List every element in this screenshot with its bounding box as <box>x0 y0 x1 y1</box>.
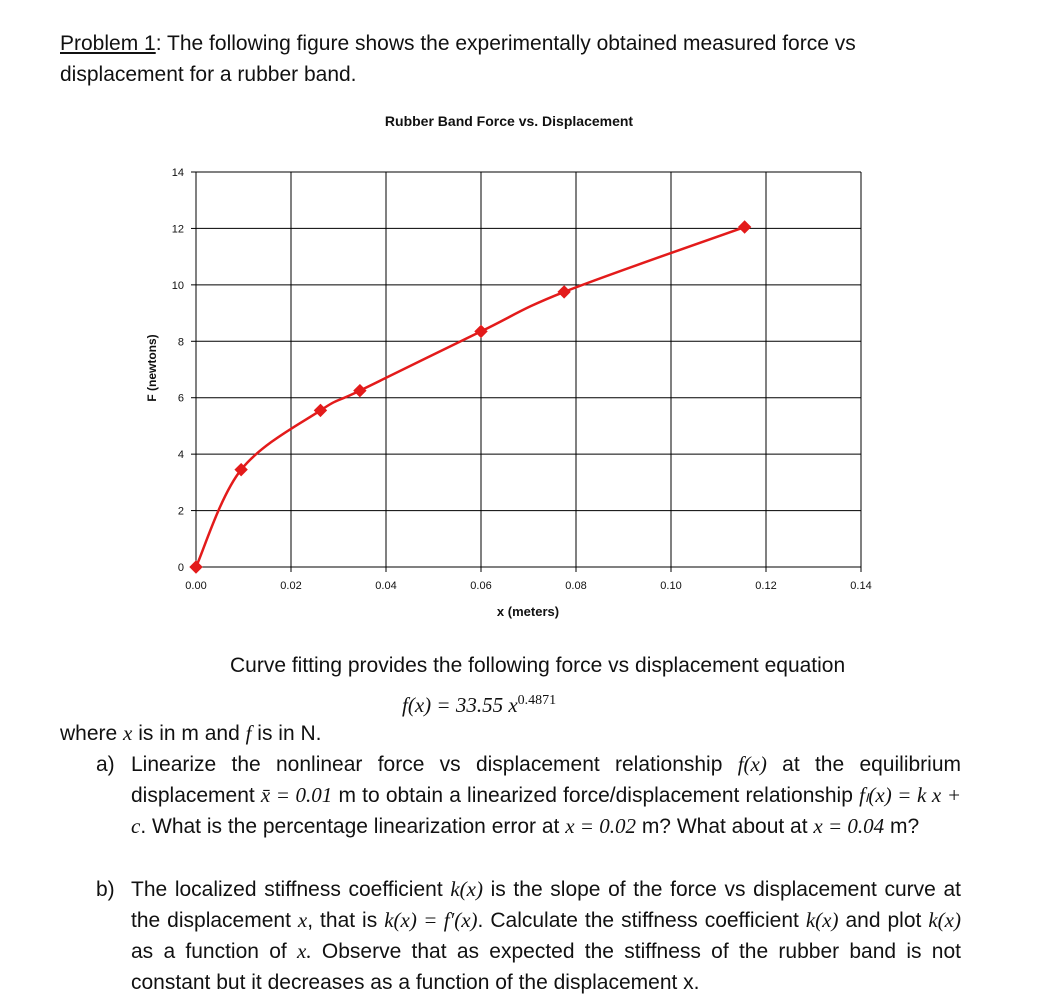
data-point-marker <box>475 325 487 337</box>
x-tick-label: 0.06 <box>470 580 492 592</box>
problem-intro-text: The following figure shows the experimentally obtained measured force vs displacement for a rubber band. <box>60 32 856 86</box>
y-tick-label: 8 <box>177 336 184 349</box>
y-tick-label: 14 <box>171 167 184 179</box>
item-b-label: b) <box>96 878 115 901</box>
series-line <box>196 227 745 567</box>
x-tick-label: 0.00 <box>185 580 207 592</box>
where-var-x: x <box>123 721 133 745</box>
item-b-part7: Observe that as expected the stiffness of the rubber band is not constant but it decreases as a function of the displacement x. <box>131 940 961 994</box>
item-a-part1: Linearize the nonlinear force vs displacement relationship <box>131 753 723 776</box>
data-point-marker <box>354 385 366 397</box>
item-a-xbar: x̄ = 0.01 <box>260 783 333 807</box>
x-tick-label: 0.14 <box>850 580 872 592</box>
chart-ticks <box>172 167 872 592</box>
item-b-x: x <box>297 908 308 932</box>
data-point-marker <box>739 221 751 233</box>
item-a-x002: x = 0.02 <box>565 814 636 838</box>
item-a-part2: at the equilibrium displacement <box>131 753 961 807</box>
item-b-kx-def: k(x) = f′(x) <box>384 908 478 932</box>
y-axis-label: F (newtons) <box>145 334 159 402</box>
x-tick-label: 0.08 <box>565 580 587 592</box>
y-tick-label: 10 <box>171 279 184 292</box>
item-b-kx3: k(x) <box>928 908 961 932</box>
item-b-part3: , that is <box>307 909 378 932</box>
y-tick-label: 4 <box>177 449 184 462</box>
force-displacement-chart <box>130 105 890 625</box>
fit-equation-text: f(x) = 33.55 x <box>402 693 518 717</box>
item-b-x2: x. <box>297 939 312 963</box>
data-point-marker <box>190 561 202 573</box>
item-a-part5: m? What about at <box>641 815 808 838</box>
problem-colon: : <box>155 32 162 55</box>
y-tick-label: 12 <box>171 223 184 236</box>
where-units-n: is in N. <box>257 722 322 745</box>
item-a-text <box>131 749 961 842</box>
where-line <box>60 718 321 749</box>
fit-equation <box>402 685 556 721</box>
item-b-text <box>131 874 961 998</box>
x-tick-label: 0.04 <box>375 580 397 592</box>
problem-label: Problem 1 <box>60 32 156 55</box>
where-var-f: f <box>245 721 252 745</box>
item-a-part4: . What is the percentage linearization error at <box>140 815 560 838</box>
y-tick-label: 0 <box>177 562 184 574</box>
fit-exponent: 0.4871 <box>517 693 557 708</box>
item-b-part4: . Calculate the stiffness coefficient <box>477 909 799 932</box>
chart-title: Rubber Band Force vs. Displacement <box>384 113 634 129</box>
data-point-marker <box>314 404 326 416</box>
fit-intro: Curve fitting provides the following force vs displacement equation <box>230 654 846 677</box>
where-word: where <box>60 722 118 745</box>
chart-series <box>190 221 751 573</box>
item-b-kx: k(x) <box>450 877 483 901</box>
y-tick-label: 2 <box>177 505 184 518</box>
item-b-part6: as a function of <box>131 940 287 963</box>
item-a-label: a) <box>96 753 115 776</box>
x-axis-label: x (meters) <box>496 604 560 619</box>
y-tick-label: 6 <box>177 392 184 405</box>
where-units-m: is in m and <box>138 722 240 745</box>
x-tick-label: 0.02 <box>280 580 302 592</box>
item-a-fx: f(x) <box>737 752 767 776</box>
item-b-part5: and plot <box>845 909 922 932</box>
item-b-kx2: k(x) <box>805 908 839 932</box>
item-b-part1: The localized stiffness coefficient <box>131 878 443 901</box>
item-b-part2: is the slope of the force vs displacement curve at the displacement <box>131 878 961 932</box>
problem-intro <box>60 28 965 90</box>
chart-grid <box>196 172 861 567</box>
x-tick-label: 0.10 <box>660 580 682 592</box>
item-a-linear-eq: fₗ(x) = k x + c <box>131 783 961 838</box>
item-a-part6: m? <box>890 815 920 838</box>
item-a-x004: x = 0.04 <box>813 814 885 838</box>
item-a-part3: m to obtain a linearized force/displacement relationship <box>338 784 853 807</box>
x-tick-label: 0.12 <box>755 580 777 592</box>
data-point-marker <box>558 286 570 298</box>
